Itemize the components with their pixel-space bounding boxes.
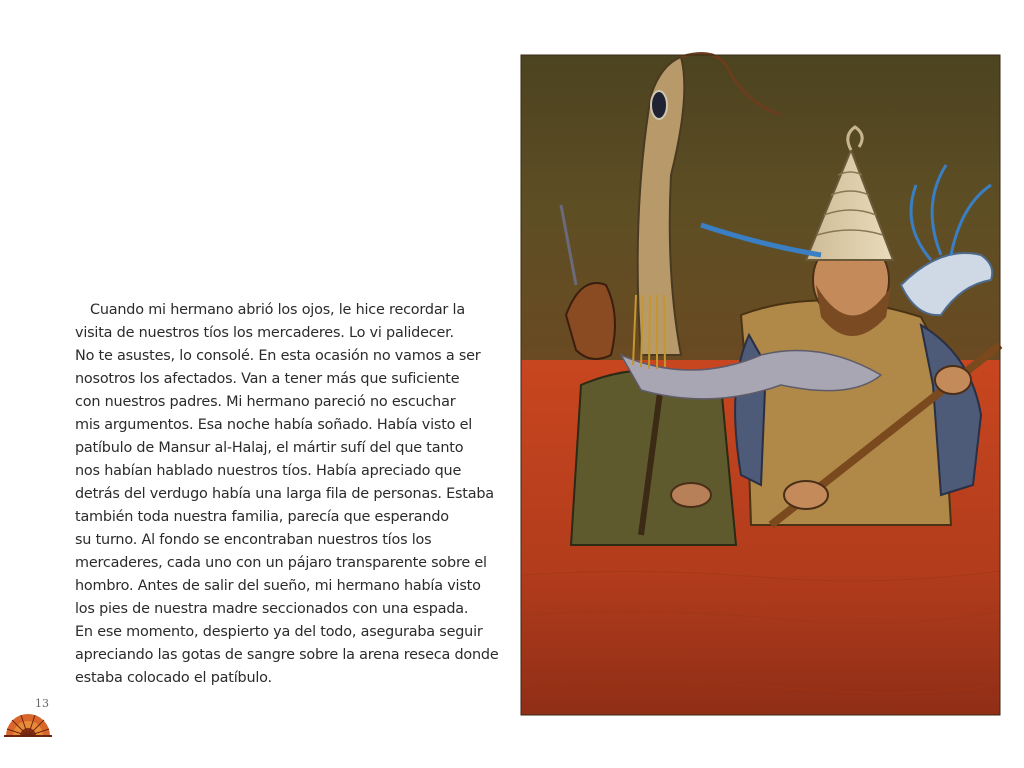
text-line: con nuestros padres. Mi hermano pareció no escuchar [75,394,456,410]
text-line: visita de nuestros tíos los mercaderes. Lo vi palidecer. [75,325,454,341]
text-line: No te asustes, lo consolé. En esta ocasión no vamos a ser [75,348,481,364]
text-line: patíbulo de Mansur al-Halaj, el mártir sufí del que tanto [75,440,464,456]
text-line: nosotros los afectados. Van a tener más que suficiente [75,371,460,387]
text-line: su turno. Al fondo se encontraban nuestros tíos los [75,532,432,548]
story-illustration [521,55,1000,715]
text-line: también toda nuestra familia, parecía que esperando [75,509,449,525]
page-number: 13 [35,697,49,710]
text-line: Cuando mi hermano abrió los ojos, le hice recordar la [90,302,465,318]
text-line: hombro. Antes de salir del sueño, mi hermano había visto [75,578,481,594]
text-line: detrás del verdugo había una larga fila de personas. Estaba [75,486,494,502]
text-line: los pies de nuestra madre seccionados con una espada. [75,601,469,617]
text-line: nos habían hablado nuestros tíos. Había apreciado que [75,463,462,479]
story-paragraph [75,299,499,690]
text-line: mercaderes, cada uno con un pájaro transparente sobre el [75,555,487,571]
text-line: apreciando las gotas de sangre sobre la arena reseca donde [75,647,499,663]
text-line: estaba colocado el patíbulo. [75,670,272,686]
half-sun-ornament-icon [4,712,52,738]
text-line: mis argumentos. Esa noche había soñado. Había visto el [75,417,473,433]
text-line: En ese momento, despierto ya del todo, aseguraba seguir [75,624,483,640]
